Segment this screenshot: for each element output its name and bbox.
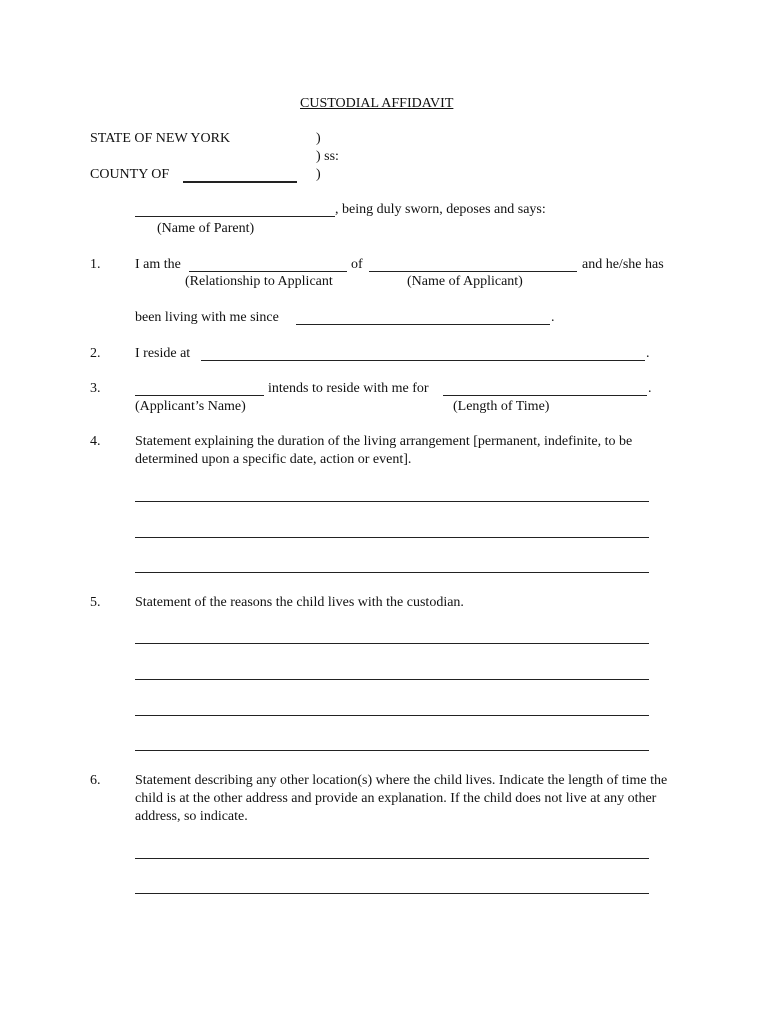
item-number-1: 1.	[90, 257, 101, 272]
since-date-blank[interactable]	[296, 324, 550, 325]
item2-text: I reside at	[135, 346, 191, 361]
item5-answer-line-4[interactable]	[135, 750, 649, 751]
item6-answer-line-1[interactable]	[135, 858, 649, 859]
document-title: CUSTODIAL AFFIDAVIT	[300, 96, 454, 111]
item-number-5: 5.	[90, 595, 101, 610]
item-number-4: 4.	[90, 434, 101, 449]
sworn-text: , being duly sworn, deposes and says:	[335, 202, 546, 217]
relationship-blank[interactable]	[189, 271, 347, 272]
item5-text: Statement of the reasons the child lives with the custodian.	[135, 595, 464, 610]
item4-text: Statement explaining the duration of the living arrangement [permanent, indefinite, to be determined upon a specific date, action or event].	[135, 434, 633, 467]
item6-text: Statement describing any other location(s) where the child lives. Indicate the length of time the child is at the other address and provide an explanation. If the child does not live at any other address, so indicate.	[135, 773, 668, 824]
item1-of: of	[351, 257, 363, 272]
county-blank[interactable]	[183, 181, 297, 183]
item4-answer-line-3[interactable]	[135, 572, 649, 573]
item6-answer-line-2[interactable]	[135, 893, 649, 894]
item4-answer-line-1[interactable]	[135, 501, 649, 502]
state-label: STATE OF NEW YORK	[90, 131, 231, 146]
residence-address-blank[interactable]	[201, 360, 645, 361]
paren-line-1: )	[316, 131, 321, 146]
applicant-name-blank[interactable]	[369, 271, 577, 272]
parent-name-blank[interactable]	[135, 216, 335, 217]
ss-line: ) ss:	[316, 149, 339, 164]
applicant-name-blank-2[interactable]	[135, 395, 264, 396]
applicant-name-caption: (Name of Applicant)	[407, 274, 523, 289]
item5-answer-line-1[interactable]	[135, 643, 649, 644]
item3-text: intends to reside with me for	[268, 381, 429, 396]
item1-since-text: been living with me since	[135, 310, 279, 325]
item5-answer-line-2[interactable]	[135, 679, 649, 680]
length-of-time-blank[interactable]	[443, 395, 647, 396]
parent-caption: (Name of Parent)	[157, 221, 255, 236]
applicant-name-caption-2: (Applicant’s Name)	[135, 399, 246, 414]
county-label: COUNTY OF	[90, 167, 170, 182]
relationship-caption: (Relationship to Applicant	[185, 274, 333, 289]
item5-answer-line-3[interactable]	[135, 715, 649, 716]
item-number-3: 3.	[90, 381, 101, 396]
item3-period: .	[648, 381, 652, 396]
item1-period: .	[551, 310, 555, 325]
item4-answer-line-2[interactable]	[135, 537, 649, 538]
length-of-time-caption: (Length of Time)	[453, 399, 550, 414]
item2-period: .	[646, 346, 650, 361]
item1-text-a: I am the	[135, 257, 181, 272]
item-number-6: 6.	[90, 773, 101, 788]
item1-text-b: and he/she has	[582, 257, 664, 272]
paren-line-3: )	[316, 167, 321, 182]
item-number-2: 2.	[90, 346, 101, 361]
